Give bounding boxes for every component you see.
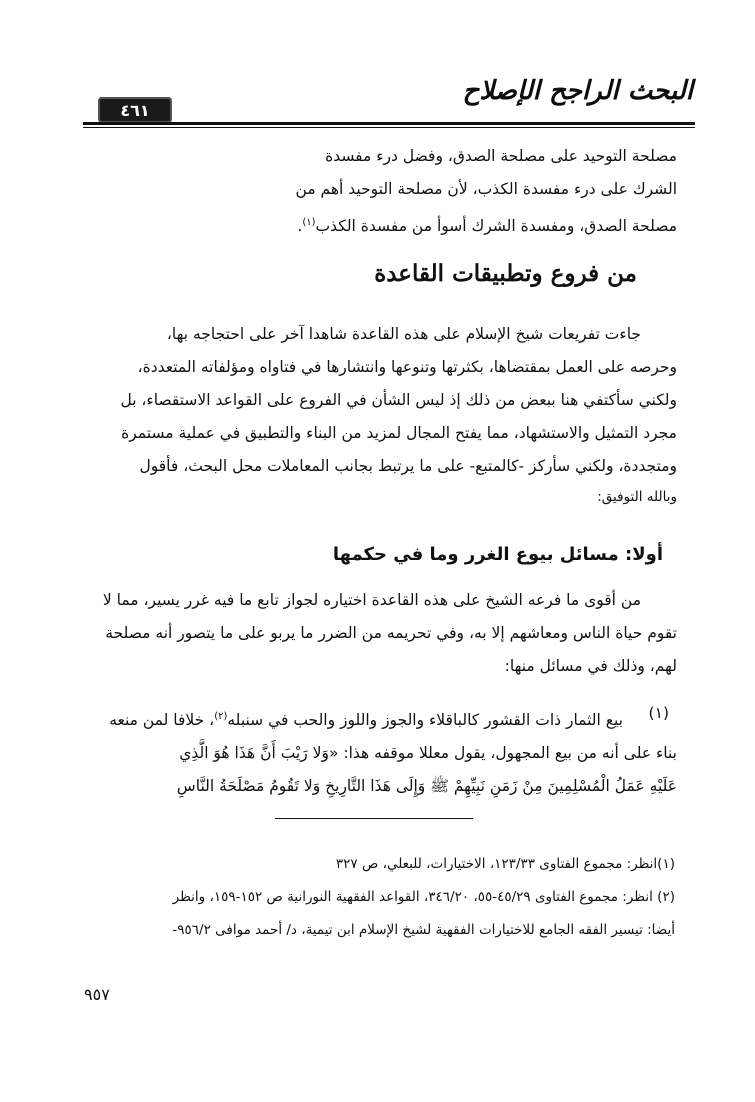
section-line: وحرصه على العمل بمقتضاها، بكثرتها وتنوعها وانتشارها في فتاواه ومؤلفاته المتعددة، [137, 358, 677, 376]
subsection-line: لهم، وذلك في مسائل منها: [504, 657, 677, 675]
header-rule-thin [83, 127, 695, 128]
section-line: جاءت تفريعات شيخ الإسلام على هذه القاعدة شاهدا آخر على احتجاجه بها، [166, 325, 641, 343]
footnote-ref: (١) [302, 217, 316, 228]
footnote-line: (٢) انظر: مجموع الفتاوى ٤٥/٢٩-٥٥، ٣٤٦/٢٠، القواعد الفقهية النورانية ص ١٥٢-١٥٩، وانظر [172, 889, 675, 905]
intro-line: مصلحة الصدق، ومفسدة الشرك أسوأ من مفسدة الكذب$^{(١)}$. [297, 217, 677, 236]
footnote-separator [275, 818, 473, 819]
footnote-line: (١)انظر: مجموع الفتاوى ١٢٣/٣٣، الاختيارات، للبعلي، ص ٣٢٧ [335, 856, 675, 872]
running-header-title: البحث الراجح الإصلاح [462, 76, 693, 106]
list-item-line: عَلَيْهِ عَمَلُ الْمُسْلِمِينَ مِنْ زَمَنِ نَبِيِّهِمْ ﷺ وَإِلَى هَذَا التَّارِيخِ وَلا تَقُومُ مَصْلَحَةُ النَّاسِ [176, 777, 677, 796]
section-line: وبالله التوفيق: [597, 489, 677, 505]
list-item-line: بناء على أنه من بيع المجهول، يقول معللا موقفه هذا: «وَلا رَيْبَ أَنَّ هَذَا هُوَ الَّذِي [179, 744, 677, 763]
list-item-number: (١) [648, 704, 669, 722]
footnotes [86, 848, 675, 947]
subsection-heading: أولا: مسائل بيوع الغرر وما في حكمها [332, 544, 663, 565]
list-item-paragraph [86, 700, 677, 803]
header-rule [83, 122, 695, 125]
page-number-badge [98, 97, 172, 123]
page-number: ٩٥٧ [84, 985, 110, 1004]
section-heading: من فروع وتطبيقات القاعدة [374, 260, 637, 287]
section-line: ولكني سأكتفي هنا ببعض من ذلك إذ ليس الشأن في الفروع على القواعد الاستقصاء، بل [120, 391, 677, 409]
page-badge-number: ٤٦١ [120, 100, 150, 120]
intro-paragraph [86, 140, 677, 243]
intro-line: مصلحة التوحيد على مصلحة الصدق، وفضل درء مفسدة [325, 147, 677, 165]
subsection-line: من أقوى ما فرعه الشيخ على هذه القاعدة اختياره لجواز تابع ما فيه غرر يسير، مما لا [102, 591, 641, 609]
section-paragraph [86, 318, 677, 511]
list-item-line: بيع الثمار ذات القشور كالباقلاء والجوز واللوز والحب في سنبله$^{(٢)}$، خلافا لمن منعه [109, 711, 623, 730]
footnote-ref: (٢) [214, 711, 228, 722]
subsection-line: تقوم حياة الناس ومعاشهم إلا به، وفي تحريمه من الضرر ما يربو على ما يتصور أنه مصلحة [105, 624, 677, 642]
intro-line: الشرك على درء مفسدة الكذب، لأن مصلحة التوحيد أهم من [295, 180, 677, 198]
section-line: ومتجددة، ولكني سأركز -كالمتبع- على ما يرتبط بجانب المعاملات محل البحث، فأقول [139, 457, 677, 475]
subsection-paragraph [86, 584, 677, 683]
footnote-line: أيضا: تيسير الفقه الجامع للاختيارات الفقهية لشيخ الإسلام ابن تيمية، د/ أحمد موافى ٩٥٦/٢- [172, 922, 675, 938]
section-line: مجرد التمثيل والاستشهاد، مما يفتح المجال لمزيد من البناء والتطبيق في عملية مستمرة [121, 424, 677, 442]
